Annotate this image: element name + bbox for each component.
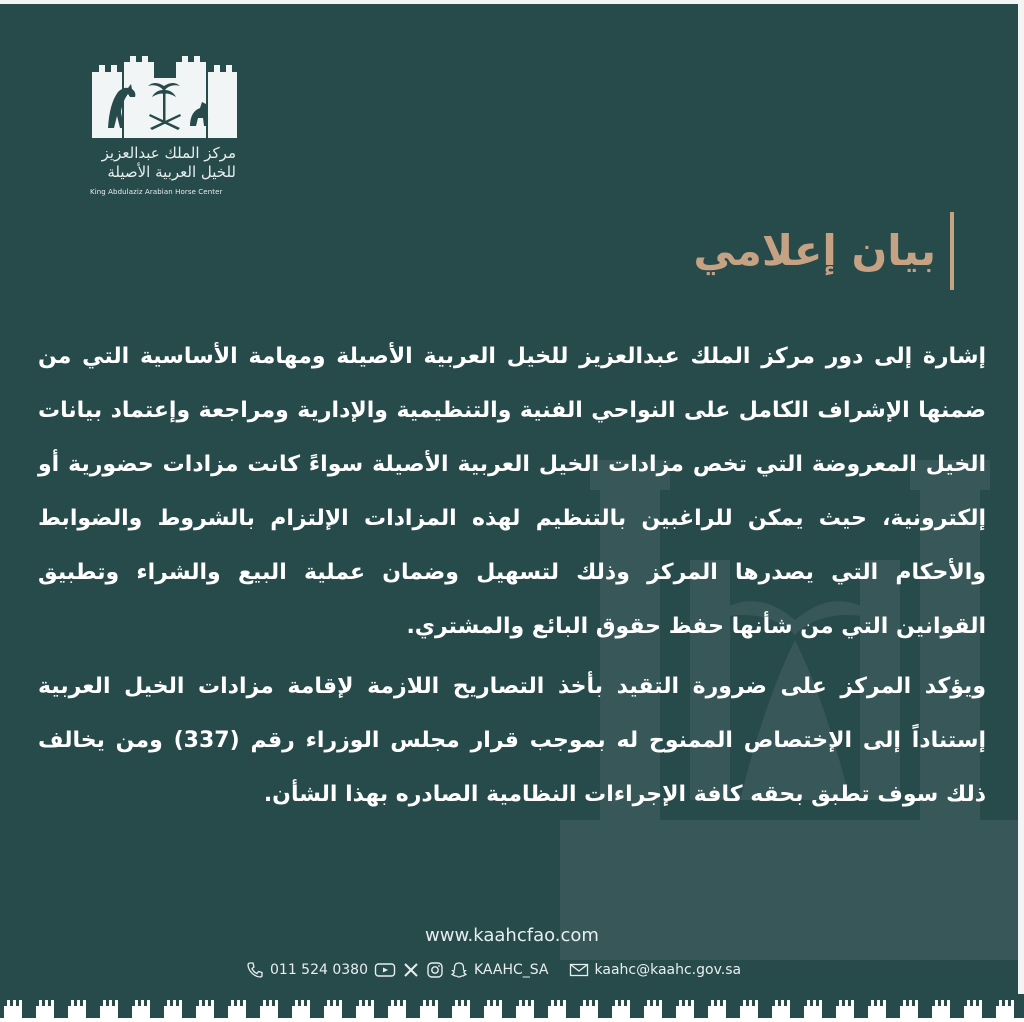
contact-row: [246, 957, 741, 983]
logo-english-name: King Abdulaziz Arabian Horse Center: [90, 188, 223, 196]
title-accent-bar: [950, 212, 954, 290]
snapchat-icon[interactable]: [450, 961, 468, 979]
logo-arabic-name-line2: للخيل العربية الأصيلة: [107, 163, 236, 181]
statement-body: [38, 330, 986, 822]
paragraph-1: إشارة إلى دور مركز الملك عبدالعزيز للخيل العربية الأصيلة ومهامة الأساسية التي من ضمنها الإشراف الكامل على النواحي الفنية والتنظيمية والإدارية ومراجعة وإعتماد بيانات الخيل المعروضة التي تخص مزادات الخيل العربية الأصيلة سواءً كانت مزادات حضورية أو إلكترونية، حيث يمكن للراغبين بالتنظيم لهذه المزادات الإلتزام بالشروط والضوابط والأحكام التي يصدرها المركز وذلك لتسهيل وضمان عملية البيع والشراء وتطبيق القوانين التي من شأنها حفظ حقوق البائع والمشتري.: [38, 344, 986, 639]
website-link[interactable]: www.kaahcfao.com: [425, 925, 599, 946]
social-handle[interactable]: KAAHC_SA: [473, 962, 549, 978]
phone-icon: [246, 961, 264, 979]
youtube-icon[interactable]: [374, 961, 396, 979]
castle-emblem-icon: [88, 52, 238, 138]
center-logo: [86, 52, 256, 202]
x-icon[interactable]: [402, 961, 420, 979]
phone-number[interactable]: 011 524 0380: [270, 962, 368, 978]
paragraph-2: ويؤكد المركز على ضرورة التقيد بأخذ التصاريح اللازمة لإقامة مزادات الخيل العربية إستناداً إلى الإختصاص الممنوح له بموجب قرار مجلس الوزراء رقم (337) ومن يخالف ذلك سوف تطبق بحقه كافة الإجراءات النظامية الصادره بهذا الشأن.: [38, 674, 986, 807]
mail-icon: [569, 961, 589, 979]
logo-arabic-name-line1: مركز الملك عبدالعزيز: [101, 144, 236, 162]
crenellation-border: [0, 994, 1024, 1022]
top-edge: [0, 0, 1024, 4]
page-title: بيان إعلامي: [693, 226, 936, 275]
email-address[interactable]: kaahc@kaahc.gov.sa: [594, 962, 742, 978]
instagram-icon[interactable]: [426, 961, 444, 979]
